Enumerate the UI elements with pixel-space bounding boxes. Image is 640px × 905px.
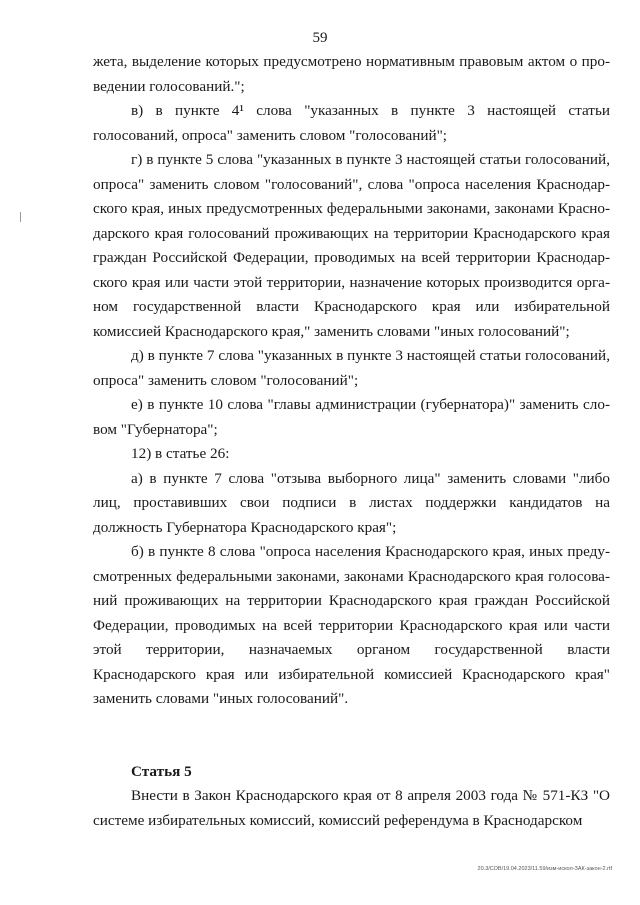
article-heading: Статья 5 xyxy=(131,762,192,780)
paragraph-item-b: б) в пункте 8 слова "опроса населения Краснодарского края, иных предусмотренных федеральными законами, законами Краснодарского края голосований проживающих на территории Краснодарского края граждан Российской Федерации, проводимых на всей территории Краснодарского края или части этой территории, назначаемых органом государственной власти Краснодарского края или избирательной комиссией Краснодарского края" заменить словами "иных голосований". xyxy=(93,543,610,707)
paragraph-item-d: д) в пункте 7 слова "указанных в пункте 3 настоящей статьи голосований, опроса" заменить словом "голосований"; xyxy=(93,347,610,389)
article-paragraph: Внести в Закон Краснодарского края от 8 апреля 2003 года № 571-КЗ "О системе избирательных комиссий, комиссий референдума в Краснодарском xyxy=(93,787,610,829)
page-number: 59 xyxy=(312,30,328,46)
margin-mark xyxy=(20,212,21,222)
paragraph-item-e: е) в пункте 10 слова "главы администрации (губернатора)" заменить словом "Губернатора"; xyxy=(93,396,610,438)
paragraph-continuation: жета, выделение которых предусмотрено нормативным правовым актом о проведении голосований."; xyxy=(93,53,610,95)
document-body xyxy=(93,50,610,833)
paragraph-item-v: в) в пункте 4¹ слова "указанных в пункте 3 настоящей статьи голосований, опроса" заменить словом "голосований"; xyxy=(93,102,610,144)
paragraph-item-g: г) в пункте 5 слова "указанных в пункте 3 настоящей статьи голосований, опроса" заменить словом "голосований", слова "опроса населения Краснодарского края, иных предусмотренных федеральными законами, законами Краснодарского края голосований проживающих на территории Краснодарского края граждан Российской Федерации, проводимых на всей территории Краснодарского края или части этой территории, назначение которых производится органом государственной власти Краснодарского края или избирательной комиссией Краснодарского края," заменить словами "иных голосований"; xyxy=(93,151,610,340)
paragraph-item-a: а) в пункте 7 слова "отзыва выборного лица" заменить словами "либо лиц, проставивших свои подписи в листах поддержки кандидатов на должность Губернатора Краснодарского края"; xyxy=(93,469,610,536)
paragraph-item-12: 12) в статье 26: xyxy=(131,445,230,462)
footer-file-code: 20.3/СОВ/19.04.2023/11.59/изм-искол-ЗАК-закон-2.rtf xyxy=(477,866,612,872)
